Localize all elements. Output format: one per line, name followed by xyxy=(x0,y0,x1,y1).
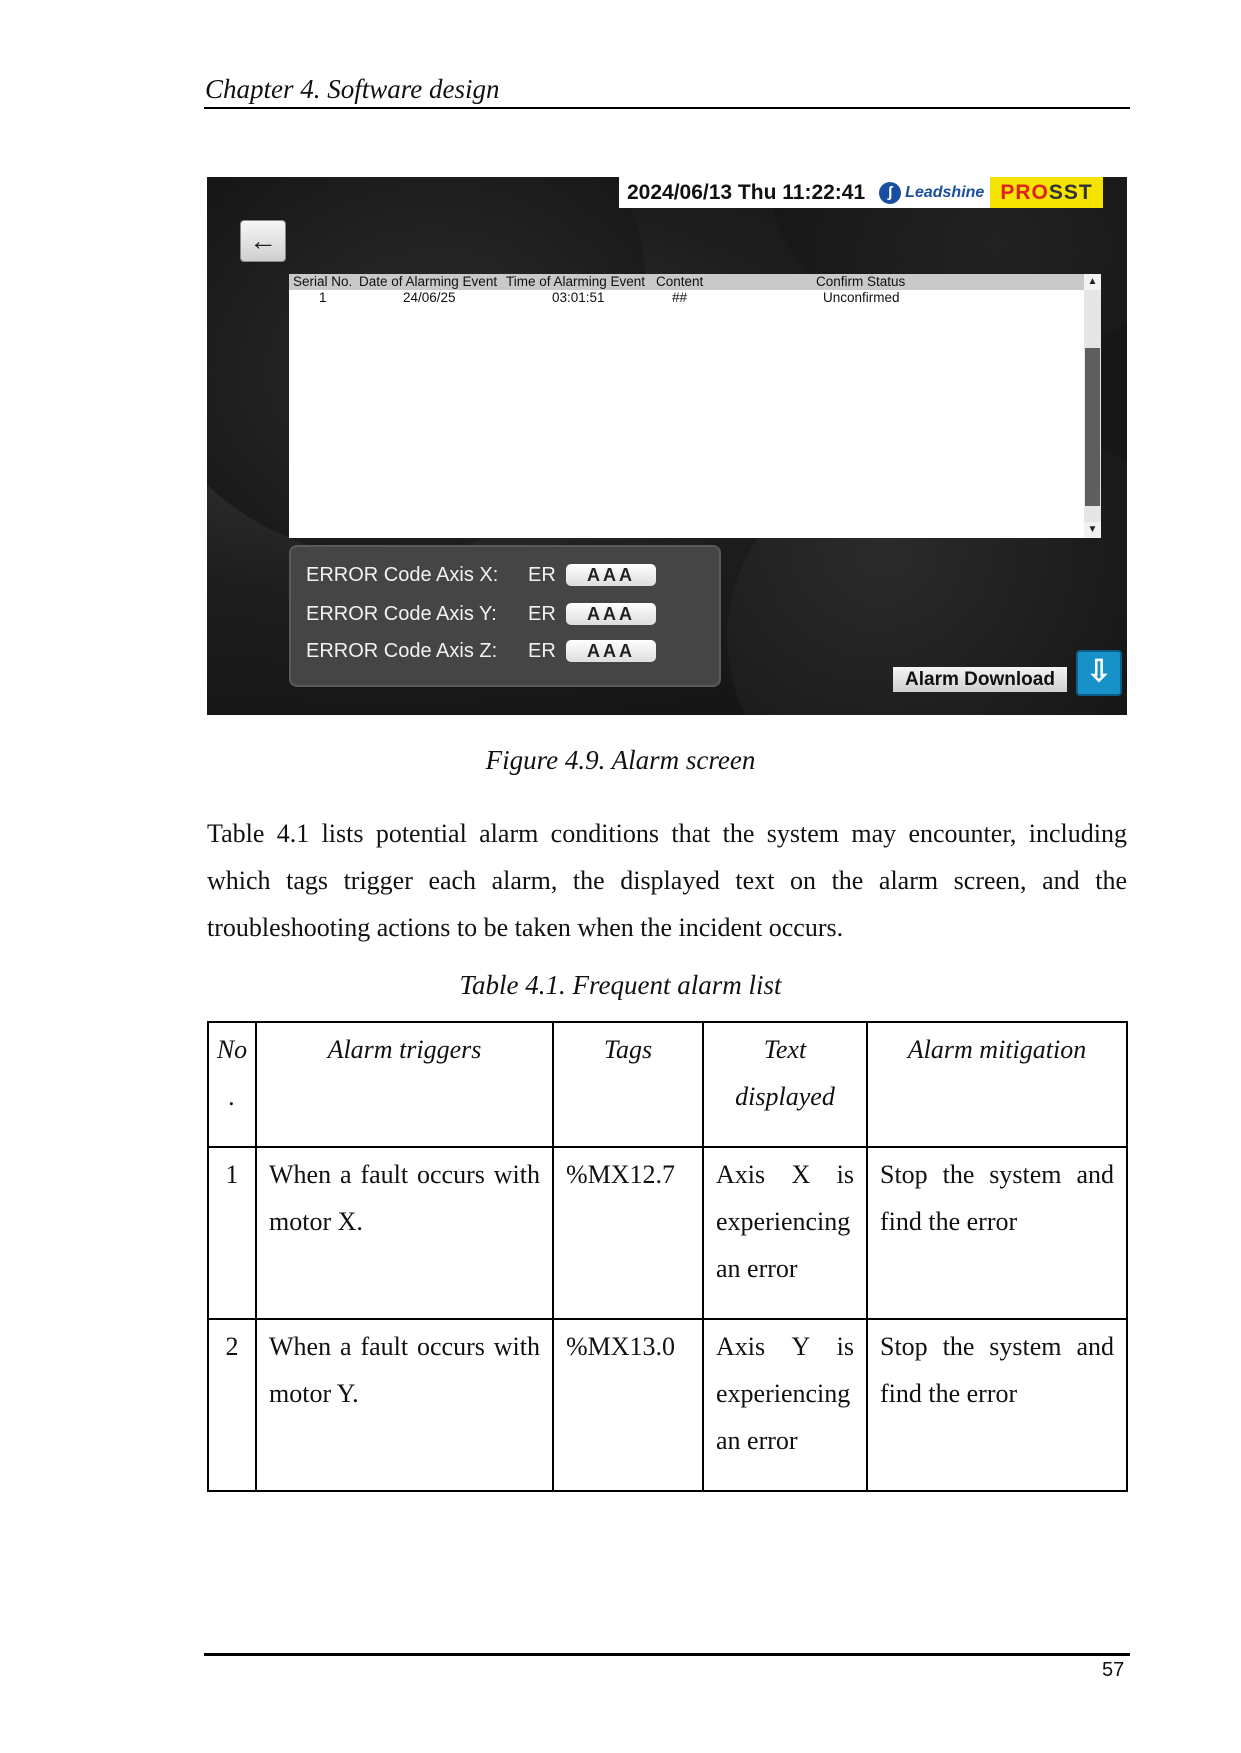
header-rule xyxy=(204,107,1130,109)
table-row xyxy=(208,1147,1127,1319)
table-caption: Table 4.1. Frequent alarm list xyxy=(459,970,782,1000)
cell-mitigation: Stop the system and find the error xyxy=(867,1147,1127,1319)
alarm-table xyxy=(207,1021,1128,1492)
alarm-status: Unconfirmed xyxy=(823,290,900,305)
error-code-value: AAA xyxy=(566,564,656,586)
body-paragraph: Table 4.1 lists potential alarm conditions that the system may encounter, including which tags trigger each alarm, the displayed text on the alarm screen, and the troubleshooting actions to be taken when the incident occurs. xyxy=(207,819,1127,942)
scroll-down-icon[interactable]: ▼ xyxy=(1084,522,1101,538)
error-row-axis-x xyxy=(306,563,656,587)
error-row-axis-z xyxy=(306,639,656,663)
datetime-display: 2024/06/13 Thu 11:22:41 xyxy=(619,177,873,208)
cell-text: Axis X is experiencing an error xyxy=(703,1147,867,1319)
table-row xyxy=(208,1319,1127,1491)
cell-no: 1 xyxy=(208,1147,256,1319)
column-serial-no: Serial No. xyxy=(293,274,353,289)
header-alarm-triggers: Alarm triggers xyxy=(256,1022,553,1147)
cell-trigger: When a fault occurs with motor Y. xyxy=(256,1319,553,1491)
alarm-list-header xyxy=(289,274,1084,290)
alarm-row[interactable] xyxy=(289,290,1084,306)
page-number: 57 xyxy=(1102,1659,1125,1681)
leadshine-logo-text: Leadshine xyxy=(905,183,985,201)
column-confirm-status: Confirm Status xyxy=(816,274,906,289)
error-prefix: ER xyxy=(528,602,556,625)
header-text-displayed: Text displayed xyxy=(703,1022,867,1147)
error-code-value: AAA xyxy=(566,603,656,625)
leadshine-logo xyxy=(873,177,990,208)
arrow-down-icon: ⇩ xyxy=(1086,655,1112,688)
cell-tag: %MX12.7 xyxy=(553,1147,703,1319)
prosst-logo-text-b: SST xyxy=(1048,181,1093,204)
column-date: Date of Alarming Event xyxy=(359,274,498,289)
cell-text: Axis Y is experiencing an error xyxy=(703,1319,867,1491)
error-code-panel xyxy=(289,545,721,687)
column-content: Content xyxy=(656,274,704,289)
cell-mitigation: Stop the system and find the error xyxy=(867,1319,1127,1491)
footer-rule xyxy=(204,1653,1130,1656)
alarm-content: ## xyxy=(672,290,688,305)
cell-tag: %MX13.0 xyxy=(553,1319,703,1491)
error-label: ERROR Code Axis Y: xyxy=(306,602,497,625)
scroll-thumb[interactable] xyxy=(1085,348,1100,506)
alarm-time: 03:01:51 xyxy=(552,290,605,305)
figure-caption: Figure 4.9. Alarm screen xyxy=(485,745,756,775)
prosst-logo-text-a: PRO xyxy=(1000,181,1049,204)
error-prefix: ER xyxy=(528,639,556,662)
back-button[interactable] xyxy=(240,220,286,262)
alarm-download-label: Alarm Download xyxy=(893,667,1067,692)
hmi-top-bar xyxy=(619,177,1103,208)
header-tags: Tags xyxy=(553,1022,703,1147)
column-time: Time of Alarming Event xyxy=(506,274,646,289)
prosst-logo xyxy=(990,177,1102,208)
scroll-up-icon[interactable]: ▲ xyxy=(1084,274,1101,290)
cell-trigger: When a fault occurs with motor X. xyxy=(256,1147,553,1319)
alarm-list-scrollbar[interactable] xyxy=(1084,274,1101,538)
alarm-date: 24/06/25 xyxy=(403,290,456,305)
header-alarm-mitigation: Alarm mitigation xyxy=(867,1022,1127,1147)
chapter-header: Chapter 4. Software design xyxy=(205,74,500,104)
error-label: ERROR Code Axis X: xyxy=(306,563,499,586)
alarm-screen-figure xyxy=(207,177,1127,715)
error-prefix: ER xyxy=(528,563,556,586)
alarm-serial: 1 xyxy=(319,290,327,305)
error-code-value: AAA xyxy=(566,640,656,662)
cell-no: 2 xyxy=(208,1319,256,1491)
arrow-left-icon: ← xyxy=(249,225,277,256)
alarm-list xyxy=(289,274,1101,538)
alarm-download-button[interactable] xyxy=(1076,650,1122,696)
leadshine-mark-icon: ʃ xyxy=(879,182,901,204)
error-label: ERROR Code Axis Z: xyxy=(306,639,498,662)
table-header-row xyxy=(208,1022,1127,1147)
error-row-axis-y xyxy=(306,602,656,626)
header-no: No . xyxy=(208,1022,256,1147)
